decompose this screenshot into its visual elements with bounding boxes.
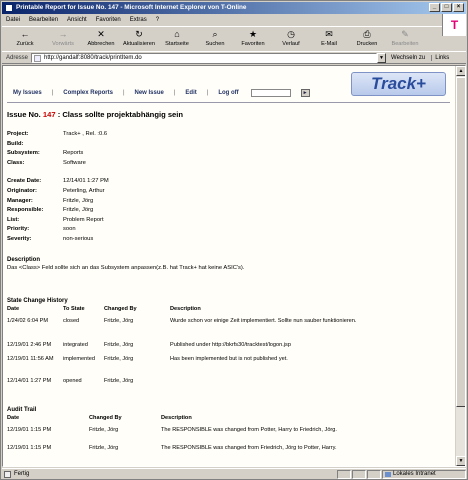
field-label: Originator: xyxy=(7,187,37,194)
table-cell: implemented xyxy=(63,355,96,362)
col-to-state: To State xyxy=(63,305,85,312)
field-value: Fritzle, Jörg xyxy=(63,207,94,214)
e-mail-button[interactable] xyxy=(310,27,348,51)
zone-label: Lokales Intranet xyxy=(393,470,436,477)
issue-fields-meta xyxy=(7,177,450,244)
table-cell: The RESPONSIBLE was changed from Potter, Harry to Friedrich, Jörg. xyxy=(161,426,337,433)
nav-separator: | xyxy=(51,90,54,96)
mail-icon: ✉ xyxy=(325,29,333,39)
zur-ck-button[interactable] xyxy=(6,27,44,51)
verlauf-button[interactable] xyxy=(272,27,310,51)
issue-summary: : Class sollte projektabhängig sein xyxy=(57,110,184,119)
description-title: Description xyxy=(7,256,41,263)
col-description: Description xyxy=(170,305,201,312)
field-label: Priority: xyxy=(7,226,30,233)
menu-bar xyxy=(2,14,466,32)
maximize-button[interactable]: □ xyxy=(441,3,452,12)
audit-trail-title: Audit Trail xyxy=(7,406,37,413)
table-cell: 12/19/01 1:15 PM xyxy=(7,444,52,451)
stop-icon: ✕ xyxy=(97,29,105,39)
toolbar-label: E-Mail xyxy=(321,41,337,47)
table-row xyxy=(7,340,447,354)
field-row xyxy=(7,177,450,187)
app-header xyxy=(7,70,450,103)
toolbar-label: Drucken xyxy=(356,41,378,47)
security-zone xyxy=(382,470,466,479)
address-label: Adresse xyxy=(6,54,29,61)
nav-select[interactable] xyxy=(251,89,291,97)
table-cell: Fritzle, Jörg xyxy=(89,444,119,451)
nav-separator: | xyxy=(173,90,176,96)
status-cell xyxy=(367,470,381,479)
status-cell xyxy=(352,470,366,479)
status-text xyxy=(2,471,336,477)
toolbar-label: Abbrechen xyxy=(87,41,115,47)
field-label: Project: xyxy=(7,131,29,137)
table-cell: Fritzle, Jörg xyxy=(104,341,134,348)
status-cell xyxy=(337,470,351,479)
field-row xyxy=(7,187,450,197)
page-viewport xyxy=(2,65,466,467)
forward-arrow-icon: → xyxy=(58,29,68,39)
issue-fields-project xyxy=(7,130,450,168)
table-cell: 12/19/01 11:56 AM xyxy=(7,355,54,362)
table-cell: 12/19/01 2:46 PM xyxy=(7,341,52,348)
window-controls xyxy=(429,3,464,12)
toolbar-label: Vorwärts xyxy=(52,41,74,47)
nav-new-issue[interactable]: New Issue xyxy=(134,90,164,96)
table-cell: Fritzle, Jörg xyxy=(104,355,134,362)
field-value: soon xyxy=(63,226,76,233)
field-row xyxy=(7,225,450,235)
field-value: Software xyxy=(63,159,86,166)
status-bar xyxy=(2,468,466,479)
menu-datei[interactable]: Datei xyxy=(6,16,21,23)
go-button[interactable]: Wechseln zu xyxy=(391,54,426,61)
menu-ansicht[interactable]: Ansicht xyxy=(67,16,87,23)
nav-log-off[interactable]: Log off xyxy=(218,90,239,96)
ie-icon xyxy=(5,4,13,12)
table-row xyxy=(7,354,447,376)
table-row xyxy=(7,443,447,461)
home-icon: ⌂ xyxy=(174,29,180,39)
favoriten-button[interactable] xyxy=(234,27,272,51)
address-dropdown-icon[interactable]: ▼ xyxy=(377,53,386,63)
table-cell: 12/19/01 1:15 PM xyxy=(7,426,52,433)
field-label: Manager: xyxy=(7,197,33,204)
search-icon: ⌕ xyxy=(212,29,218,39)
suchen-button[interactable] xyxy=(196,27,234,51)
table-cell: 12/14/01 1:27 PM xyxy=(7,377,52,384)
history-icon: ◷ xyxy=(287,29,295,39)
description-text: Das <Class> Feld sollte sich an das Subsystem anpassen(z.B. hat Track+ hat keine ASIC's). xyxy=(7,264,245,271)
table-cell: 1/24/02 6:04 PM xyxy=(7,317,49,324)
minimize-button[interactable]: _ xyxy=(429,3,440,12)
vertical-scrollbar[interactable] xyxy=(455,66,465,466)
address-bar xyxy=(2,51,466,64)
refresh-icon: ↻ xyxy=(135,29,143,39)
abbrechen-button[interactable] xyxy=(82,27,120,51)
edit-icon: ✎ xyxy=(401,29,409,39)
scroll-thumb[interactable] xyxy=(456,77,466,407)
issue-title xyxy=(7,110,450,119)
nav-go-arrow-icon[interactable]: ► xyxy=(301,89,310,97)
toolbar-label: Favoriten xyxy=(241,41,265,47)
menu-favoriten[interactable]: Favoriten xyxy=(95,16,121,23)
aktualisieren-button[interactable] xyxy=(120,27,158,51)
toolbar-label: Verlauf xyxy=(282,41,300,47)
trackplus-logo: Track+ xyxy=(351,72,446,96)
field-value: Peterling, Arthur xyxy=(63,187,105,194)
table-row xyxy=(7,425,447,443)
field-row xyxy=(7,235,450,245)
col-changed-by: Changed By xyxy=(89,414,122,421)
col-changed-by: Changed By xyxy=(104,305,137,312)
print-icon: ⎙ xyxy=(363,29,371,39)
scroll-down-icon[interactable]: ▼ xyxy=(456,456,466,466)
field-label: Class: xyxy=(7,159,25,166)
nav-complex-reports[interactable]: Complex Reports xyxy=(63,90,113,96)
field-value: 12/14/01 1:27 PM xyxy=(63,178,109,185)
field-value: Fritzle, Jörg xyxy=(63,197,94,204)
field-label: Severity: xyxy=(7,235,32,242)
table-cell: integrated xyxy=(63,341,88,348)
table-cell: closed xyxy=(63,317,80,324)
issue-prefix: Issue No. xyxy=(7,110,41,119)
field-value: Track+ , Rel. :0.6 xyxy=(63,131,108,137)
field-label: Responsible: xyxy=(7,207,44,214)
table-cell xyxy=(170,376,447,395)
toolbar-label: Bearbeiten xyxy=(391,41,419,47)
scroll-up-icon[interactable]: ▲ xyxy=(456,66,466,76)
toolbar-label: Suchen xyxy=(205,41,225,47)
window-title: Printable Report for Issue No. 147 - Microsoft Internet Explorer von T-Online xyxy=(16,4,247,11)
field-row xyxy=(7,149,450,159)
col-description: Description xyxy=(161,414,192,421)
close-button[interactable]: × xyxy=(453,3,464,12)
table-cell: Fritzle, Jörg xyxy=(104,317,134,324)
issue-number: 147 xyxy=(42,110,56,119)
menu-help[interactable]: ? xyxy=(155,16,160,23)
toolbar-label: Startseite xyxy=(165,41,189,47)
toolbar xyxy=(2,26,442,50)
vorw-rts-button[interactable] xyxy=(44,27,82,51)
app-nav xyxy=(7,89,310,102)
field-label: Build: xyxy=(7,140,24,147)
startseite-button[interactable] xyxy=(158,27,196,51)
field-row xyxy=(7,206,450,216)
field-value: Problem Report xyxy=(63,216,104,223)
field-label: Subsystem: xyxy=(7,150,40,157)
table-cell: Fritzle, Jörg xyxy=(89,426,119,433)
audit-trail-table xyxy=(7,415,447,461)
field-row xyxy=(7,197,450,207)
address-url: http://gandalf:8080/track/printItem.do xyxy=(44,54,142,61)
menu-extras[interactable]: Extras xyxy=(129,16,147,23)
t-online-logo: T xyxy=(442,14,466,36)
drucken-button[interactable] xyxy=(348,27,386,51)
page-icon xyxy=(34,55,41,62)
table-cell: The RESPONSIBLE was changed from Friedrich, Jörg to Potter, Harry. xyxy=(161,444,337,451)
state-history-title: State Change History xyxy=(7,297,68,304)
field-value: Reports xyxy=(63,150,84,157)
report-content xyxy=(3,66,455,466)
field-label: List: xyxy=(7,216,20,223)
table-row xyxy=(7,376,447,395)
bearbeiten-button[interactable] xyxy=(386,27,424,51)
col-date: Date xyxy=(7,305,20,312)
table-row xyxy=(7,316,447,340)
favorites-icon: ★ xyxy=(248,29,258,39)
field-row xyxy=(7,140,450,150)
nav-separator: | xyxy=(122,90,125,96)
field-value xyxy=(63,140,450,150)
back-arrow-icon: ← xyxy=(20,29,30,39)
field-row xyxy=(7,216,450,226)
page-done-icon xyxy=(4,471,11,478)
title-bar[interactable] xyxy=(2,2,466,14)
links-button[interactable]: Links xyxy=(431,55,449,61)
menu-bearbeiten[interactable]: Bearbeiten xyxy=(29,16,59,23)
toolbar-label: Aktualisieren xyxy=(122,41,156,47)
table-cell: Published under http://bkrfs30/tracktest/logon.jsp xyxy=(170,341,291,348)
state-history-table xyxy=(7,306,447,395)
nav-my-issues[interactable]: My Issues xyxy=(13,90,42,96)
toolbar-label: Zurück xyxy=(16,41,34,47)
intranet-icon xyxy=(385,472,391,477)
field-row xyxy=(7,130,450,140)
nav-separator: | xyxy=(206,90,209,96)
table-cell: Fritzle, Jörg xyxy=(104,377,134,384)
col-date: Date xyxy=(7,414,20,421)
field-value: non-serious xyxy=(63,235,94,242)
table-cell: opened xyxy=(63,377,82,384)
status-label: Fertig xyxy=(14,471,30,477)
table-cell: Has been implemented but is not published yet. xyxy=(170,355,288,362)
table-cell: Wurde schon vor einige Zeit implementiert. Sollte nun sauber funktionieren. xyxy=(170,317,357,324)
address-input[interactable] xyxy=(31,53,377,63)
field-label: Create Date: xyxy=(7,178,42,185)
nav-edit[interactable]: Edit xyxy=(185,90,197,96)
field-row xyxy=(7,159,450,169)
